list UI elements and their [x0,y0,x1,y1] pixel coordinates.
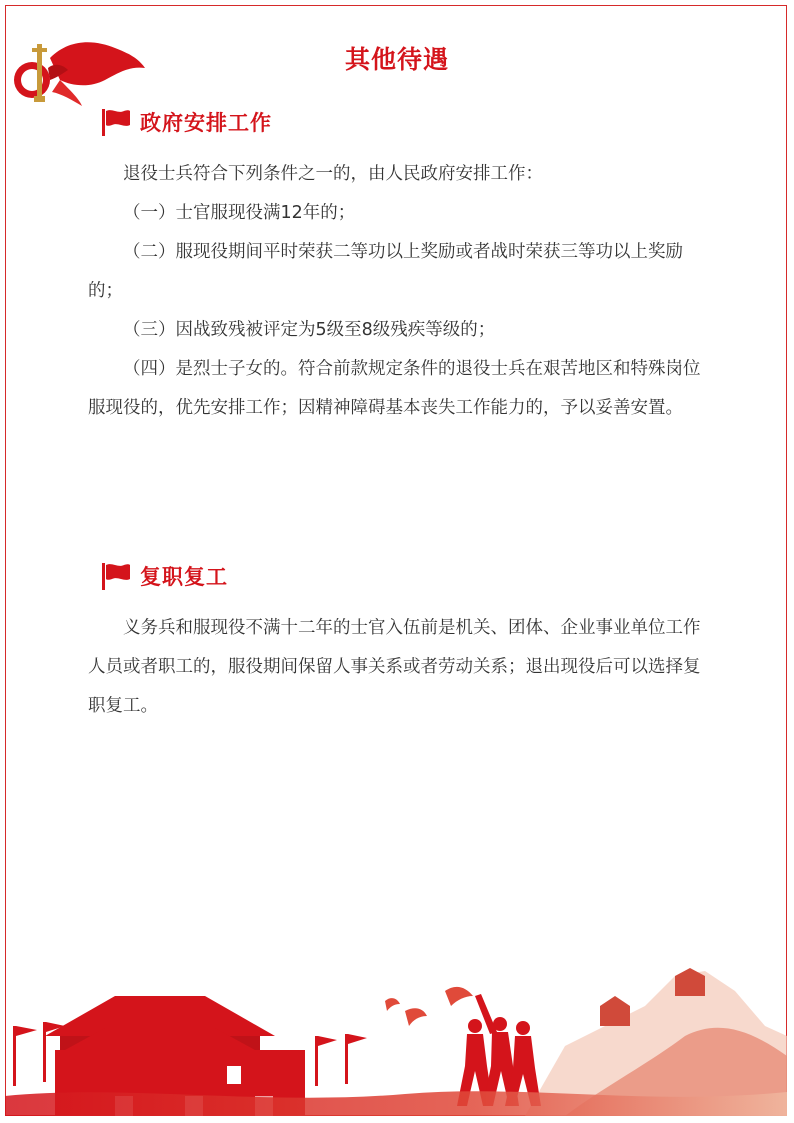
red-flag-icon [100,561,132,591]
paragraph: （二）服现役期间平时荣获二等功以上奖励或者战时荣获三等功以上奖励的； [88,242,683,301]
paragraph: （一）士官服现役满12年的； [123,203,356,223]
paragraph: （四）是烈士子女的。符合前款规定条件的退役士兵在艰苦地区和特殊岗位服现役的，优先安排工作；因精神障碍基本丧失工作能力的，予以妥善安置。 [88,359,701,418]
page-title: 其他待遇 [344,45,449,74]
section-heading-reinstatement [100,561,228,591]
section-heading-government-job [100,107,272,137]
landmark-scenery-illustration [5,966,787,1116]
paragraph: （三）因战致残被评定为5级至8级残疾等级的； [123,320,496,340]
paragraph: 义务兵和服现役不满十二年的士官入伍前是机关、团体、企业事业单位工作人员或者职工的，服役期间保留人事关系或者劳动关系；退出现役后可以选择复职复工。 [88,618,701,716]
red-flag-icon [100,107,132,137]
paragraph: 退役士兵符合下列条件之一的，由人民政府安排工作： [123,164,543,184]
section-body-government-job [88,155,714,428]
section-title: 复职复工 [140,565,228,589]
section-body-reinstatement [88,609,714,726]
section-title: 政府安排工作 [140,111,272,135]
